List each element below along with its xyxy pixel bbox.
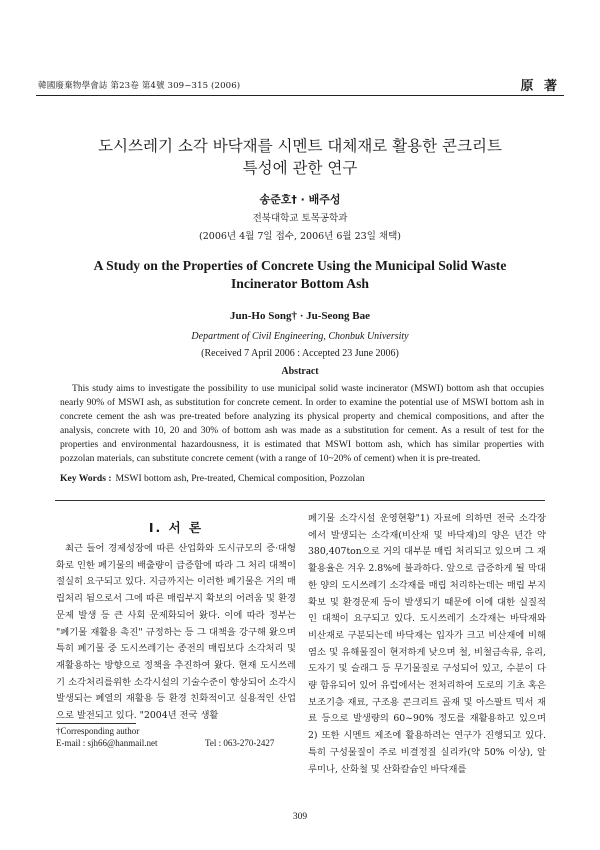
body-column-left: 최근 들어 경제성장에 따른 산업화와 도시규모의 증·대형화로 인한 폐기물의 배출량이 급증함에 따라 그 처리 대책이 절실히 요구되고 있다. 지금까지는 이러한 폐기물은 거의 매립처리 됨으로서 그에 따른 매립부지 확보의 어려움 및 환경문제 발생 등 큰 사회 문제화되어 왔다. 이에 따라 정부는 "폐기물 재활용 촉진" 규정하는 등 그 대책을 강구해 왔으며 특히 폐기물 중 도시쓰레기는 종전의 매립보다 소각처리 및 재활용하는 방향으로 정책을 추진하여 왔다. 현재 도시쓰레기 소각처리를위한 소각시설의 기술수준이 향상되어 소각시 발생되는 폐열의 재활용 등 환경 친화적이고 실용적인 산업으로 발전되고 있다. "2004년 전국 생활 [56,543,296,722]
footnote-rule [56,723,136,724]
dates-korean: (2006년 4월 7일 접수, 2006년 6월 23일 채택) [199,231,401,242]
footnote-email: E-mail : sjh66@hanmail.net [56,738,158,748]
page-number: 309 [292,812,308,822]
body-column-right: 폐기물 소각시설 운영현황"1) 자료에 의하면 전국 소각장에서 발생되는 소각재(비산재 및 바닥재)의 양은 년간 약 380,407ton으로 거의 대부분 매립 처리되고 있으며 그 재활용율은 겨우 2.8%에 불과하다. 앞으로 급증하게 될 막대한 양의 도시쓰레기 소각재를 매립 처리하는데는 매립 부지확보 및 환경문제 등이 발생되기 때문에 이에 대한 실질적인 대책이 요구되고 있다. 도시쓰레기 소각재는 바닥재와 비산재로 구분되는데 바닥재는 입자가 크고 비산재에 비해 염소 및 유해물질이 현저하게 낮으며 철, 비철금속류, 유리, 도자기 및 슬래그 등 무기물질로 구성되어 있고, 수분이 다량 함유되어 있어 유럽에서는 전처리하여 도로의 기초 혹은 보조기층 재료, 구조용 콘크리트 골재 및 아스팔트 믹서 재료 등으로 발생량의 60~90% 정도를 재활용하고 있으며2) 또한 시멘트 제조에 활용하려는 연구가 진행되고 있다. 특히 구성물질이 주로 비결정질 실리카(약 50% 이상), 알루미나, 산화철 및 산화칼슘인 바닥재를 [308,513,546,775]
keywords-text: MSWI bottom ash, Pre-treated, Chemical composition, Pozzolan [115,473,365,484]
title-english-line1: A Study on the Properties of Concrete Using the Municipal Solid Waste [93,258,507,273]
header-rule [36,95,564,96]
affiliation-korean: 전북대학교 토목공학과 [252,213,348,224]
footnote-corresponding-author: †Corresponding author [56,726,140,736]
title-english-line2: Incinerator Bottom Ash [231,276,369,291]
footnote-tel: Tel : 063-270-2427 [205,738,275,748]
abstract-heading: Abstract [281,366,319,377]
affiliation-english: Department of Civil Engineering, Chonbuk University [191,331,409,342]
section-heading-introduction: I. 서 론 [148,520,204,535]
journal-citation: 韓國廢棄物學會誌 第23卷 第4號 309~315 (2006) [38,81,241,91]
title-korean-line2: 특성에 관한 연구 [242,159,358,177]
dates-english: (Received 7 April 2006 : Accepted 23 June 2006) [201,348,399,359]
keywords-label: Key Words : [60,473,112,484]
abstract-body: This study aims to investigate the possibility to use municipal solid waste incinerator (MSWI) bottom ash that occupies nearly 90% of MSWI ash, as substitution for concrete cement. In order to examine the potential use of MSWI bottom ash in concrete cement the ash was pre-treated before analyzing its physical property and chemical compositions, and after the analysis, concrete with 10, 20 and 30% of bottom ash was made as a substitution for cement. As a result of test for the properties and environmental hazardousness, it is estimated that MSWI bottom ash, which has similar properties with pozzolan materials, can substitute concrete cement (with a range of 10~20% of cement) when it is pre-treated. [60,383,544,464]
article-type-label: 原 著 [520,79,560,94]
title-korean-line1: 도시쓰레기 소각 바닥재를 시멘트 대체재로 활용한 콘크리트 [98,137,502,155]
authors-english: Jun-Ho Song† · Ju-Seong Bae [230,310,370,322]
authors-korean: 송준호† · 배주성 [259,193,341,206]
keywords-rule [55,500,545,501]
keywords [60,473,560,484]
